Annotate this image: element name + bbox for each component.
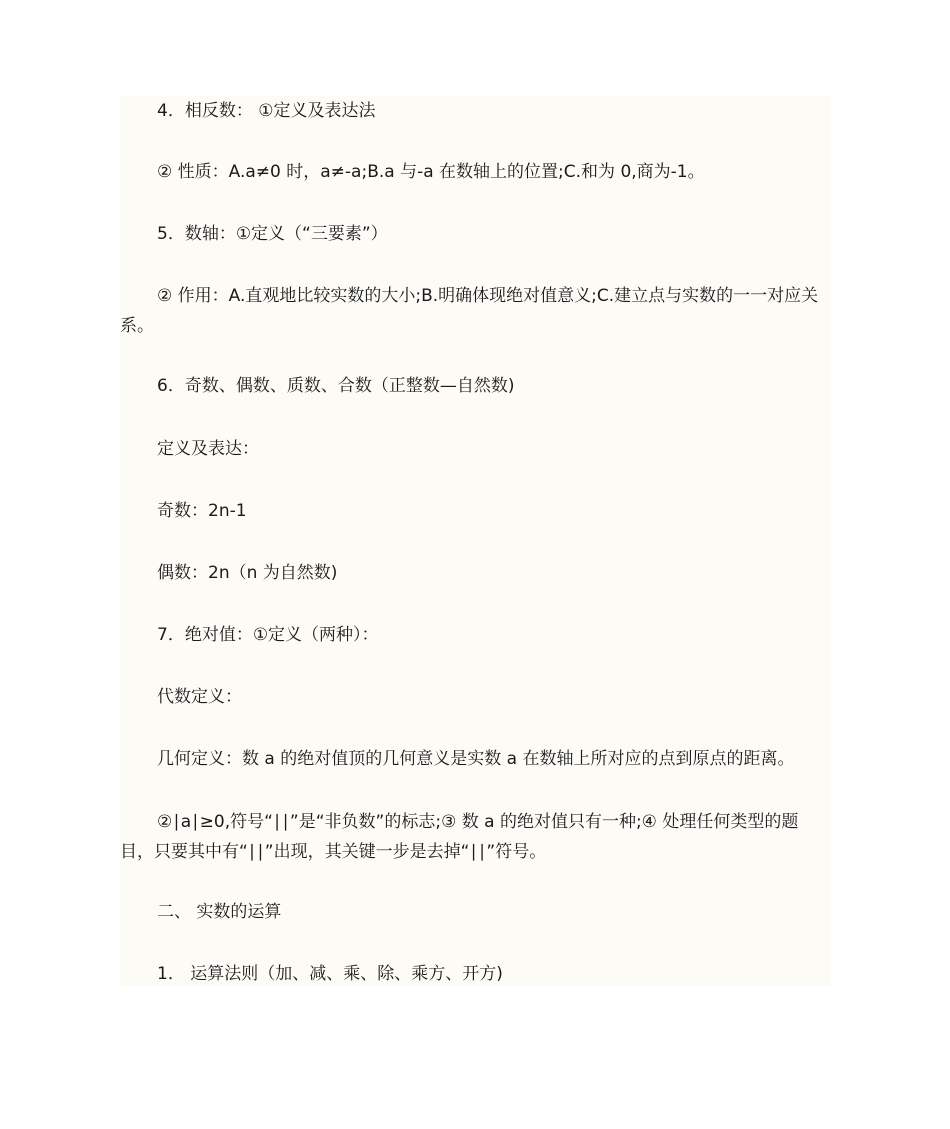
paragraph-absolute-value-heading: 7．绝对值：①定义（两种）： xyxy=(157,625,379,645)
paragraph-algebraic-definition: 代数定义： xyxy=(157,687,242,707)
paragraph-definition-label: 定义及表达： xyxy=(157,439,259,459)
paragraph-even-definition: 偶数：2n（n 为自然数) xyxy=(157,563,338,583)
paragraph-odd-even-heading: 6．奇数、偶数、质数、合数（正整数—自然数) xyxy=(157,376,515,396)
section-heading-real-number-operations: 二、 实数的运算 xyxy=(157,902,282,922)
document-page xyxy=(120,96,831,986)
paragraph-number-line-uses: ② 作用：A.直观地比较实数的大小;B.明确体现绝对值意义;C.建立点与实数的一一对应关系。 xyxy=(120,286,819,336)
paragraph-opposite-numbers-heading: 4．相反数： ①定义及表达法 xyxy=(157,101,376,121)
paragraph-geometric-definition: 几何定义：数 a 的绝对值顶的几何意义是实数 a 在数轴上所对应的点到原点的距离。 xyxy=(157,749,795,769)
paragraph-number-line-heading: 5．数轴：①定义（“三要素”） xyxy=(157,224,388,244)
paragraph-opposite-numbers-properties: ② 性质：A.a≠0 时，a≠-a;B.a 与-a 在数轴上的位置;C.和为 0,商为-1。 xyxy=(157,162,705,182)
paragraph-absolute-value-properties: ②∣a∣≥0,符号“∣∣”是“非负数”的标志;③ 数 a 的绝对值只有一种;④ 处理任何类型的题目，只要其中有“∣∣”出现，其关键一步是去掉“∣∣”符号。 xyxy=(120,812,799,862)
paragraph-odd-definition: 奇数：2n-1 xyxy=(157,501,247,521)
paragraph-operation-rules: 1． 运算法则（加、减、乘、除、乘方、开方) xyxy=(157,964,503,984)
